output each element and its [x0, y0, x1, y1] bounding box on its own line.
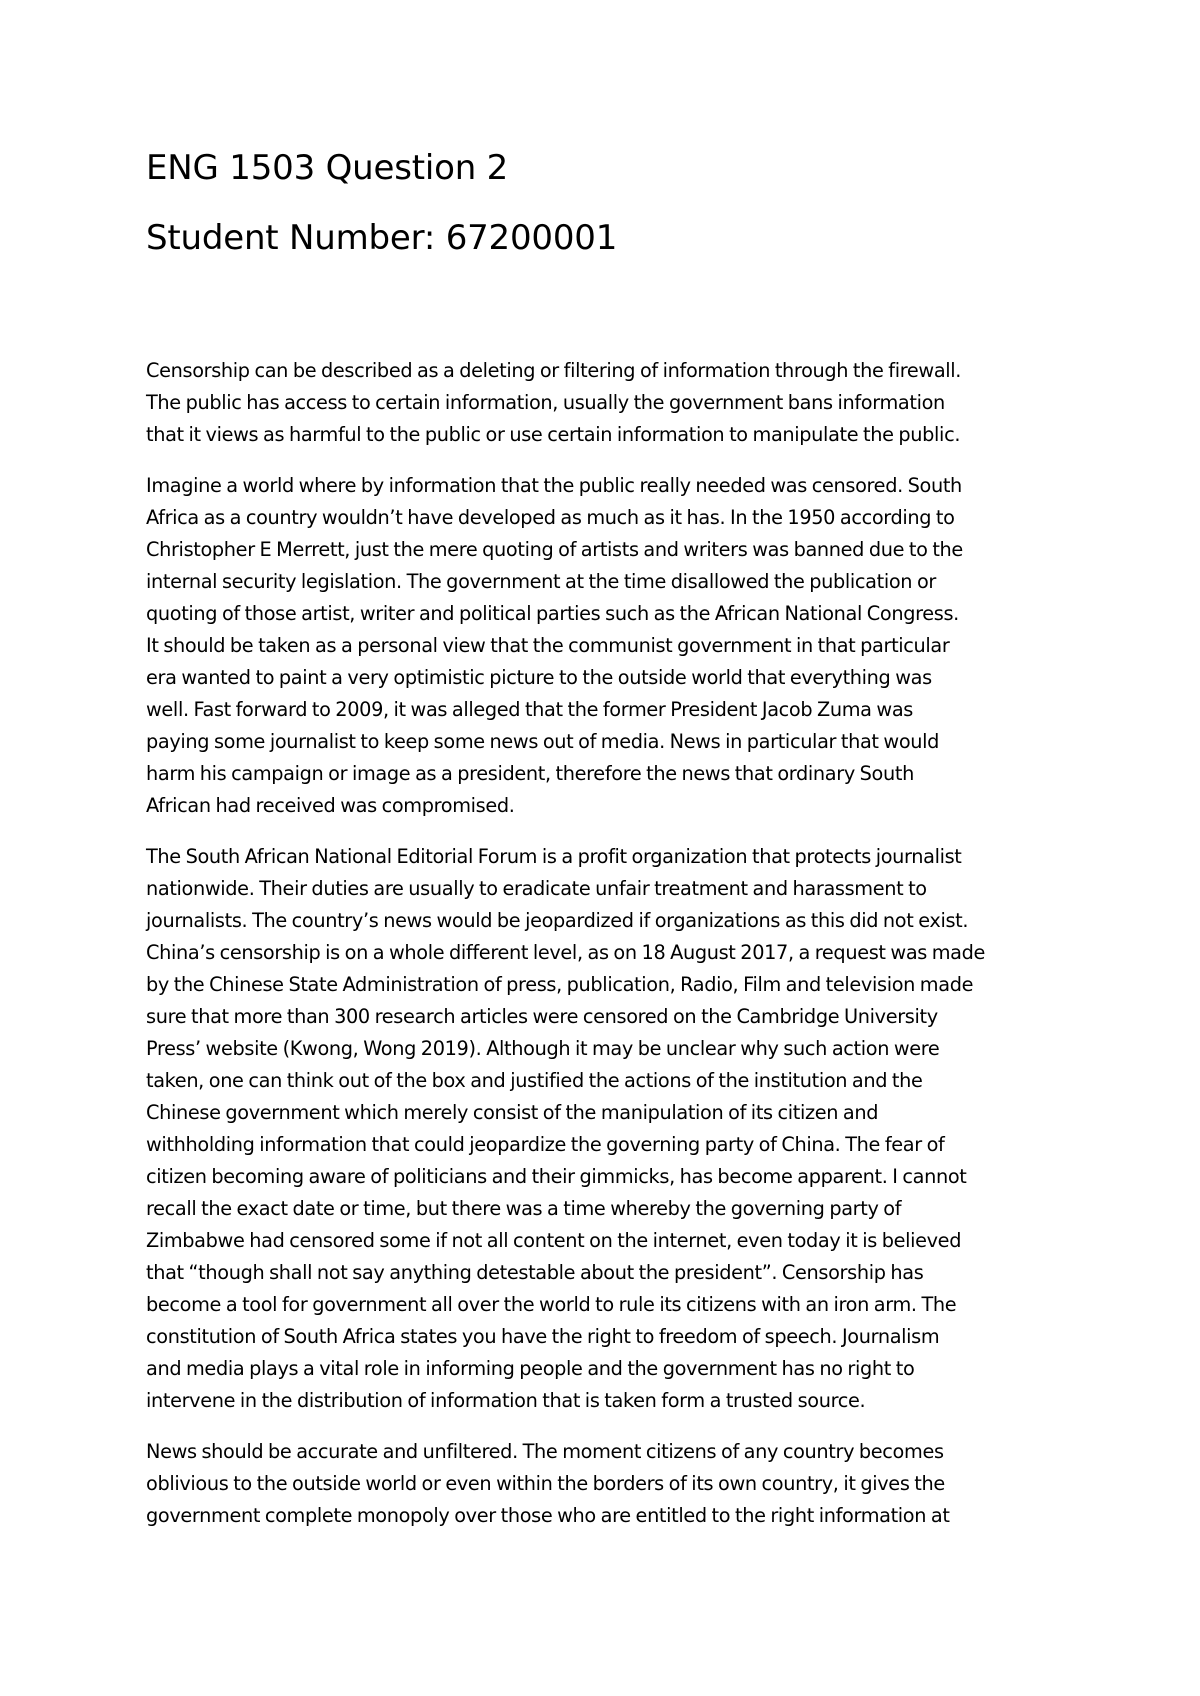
paragraph-line: that it views as harmful to the public or use certain information to manipulate the public. — [146, 423, 961, 446]
paragraph-line: era wanted to paint a very optimistic picture to the outside world that everything was — [146, 666, 932, 689]
paragraph-line: quoting of those artist, writer and political parties such as the African National Congress. — [146, 602, 959, 625]
paragraph-line: Chinese government which merely consist of the manipulation of its citizen and — [146, 1101, 879, 1124]
paragraph-line: withholding information that could jeopardize the governing party of China. The fear of — [146, 1133, 945, 1156]
paragraph-line: The South African National Editorial Forum is a profit organization that protects journalist — [146, 845, 962, 868]
paragraph-line: intervene in the distribution of information that is taken form a trusted source. — [146, 1389, 866, 1412]
paragraph-line: The public has access to certain information, usually the government bans information — [146, 391, 945, 414]
paragraph-line: It should be taken as a personal view that the communist government in that particular — [146, 634, 950, 657]
paragraph-line: Zimbabwe had censored some if not all content on the internet, even today it is believed — [146, 1229, 962, 1252]
paragraph-line: oblivious to the outside world or even within the borders of its own country, it gives the — [146, 1472, 945, 1495]
paragraph-line: China’s censorship is on a whole different level, as on 18 August 2017, a request was made — [146, 941, 986, 964]
paragraph-line: journalists. The country’s news would be jeopardized if organizations as this did not exist. — [146, 909, 969, 932]
paragraph — [146, 841, 1076, 1417]
paragraph-line: and media plays a vital role in informing people and the government has no right to — [146, 1357, 915, 1380]
paragraph-line: well. Fast forward to 2009, it was alleged that the former President Jacob Zuma was — [146, 698, 914, 721]
paragraph-line: that “though shall not say anything detestable about the president”. Censorship has — [146, 1261, 924, 1284]
paragraph-line: News should be accurate and unfiltered. The moment citizens of any country becomes — [146, 1440, 944, 1463]
paragraph-line: Imagine a world where by information that the public really needed was censored. South — [146, 474, 962, 497]
paragraph-line: by the Chinese State Administration of press, publication, Radio, Film and television made — [146, 973, 974, 996]
paragraph-line: citizen becoming aware of politicians and their gimmicks, has become apparent. I cannot — [146, 1165, 967, 1188]
paragraph-line: harm his campaign or image as a president, therefore the news that ordinary South — [146, 762, 914, 785]
student-number-heading: Student Number: 67200001 — [146, 218, 618, 258]
paragraph-line: sure that more than 300 research articles were censored on the Cambridge University — [146, 1005, 938, 1028]
document-title: ENG 1503 Question 2 — [146, 148, 509, 188]
paragraph-line: recall the exact date or time, but there was a time whereby the governing party of — [146, 1197, 902, 1220]
paragraph-line: taken, one can think out of the box and justified the actions of the institution and the — [146, 1069, 923, 1092]
paragraph-line: Press’ website (Kwong, Wong 2019). Although it may be unclear why such action were — [146, 1037, 940, 1060]
paragraph — [146, 355, 1076, 451]
paragraph-line: African had received was compromised. — [146, 794, 515, 817]
paragraph-line: constitution of South Africa states you have the right to freedom of speech. Journalism — [146, 1325, 940, 1348]
paragraph-line: nationwide. Their duties are usually to eradicate unfair treatment and harassment to — [146, 877, 927, 900]
paragraph-line: become a tool for government all over the world to rule its citizens with an iron arm. The — [146, 1293, 957, 1316]
paragraph-line: Censorship can be described as a deleting or filtering of information through the firewall. — [146, 359, 962, 382]
paragraph-line: internal security legislation. The government at the time disallowed the publication or — [146, 570, 936, 593]
paragraph — [146, 470, 1076, 822]
paragraph-line: Africa as a country wouldn’t have developed as much as it has. In the 1950 according to — [146, 506, 955, 529]
paragraph-line: government complete monopoly over those who are entitled to the right information at — [146, 1504, 950, 1527]
document-body — [146, 355, 1076, 1551]
paragraph — [146, 1436, 1076, 1532]
paragraph-line: paying some journalist to keep some news out of media. News in particular that would — [146, 730, 940, 753]
paragraph-line: Christopher E Merrett, just the mere quoting of artists and writers was banned due to the — [146, 538, 963, 561]
